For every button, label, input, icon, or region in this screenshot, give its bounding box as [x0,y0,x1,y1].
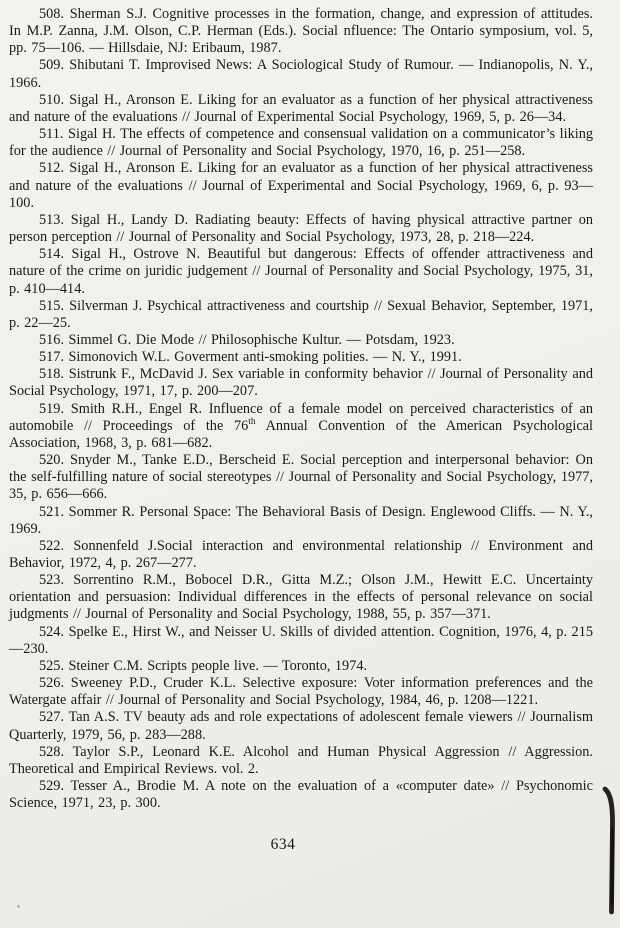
reference-text: Shibutani T. Improvised News: A Sociological Study of Rumour. — Indianopolis, N. Y., 1966. [9,57,593,91]
reference-list [9,6,593,812]
reference-entry [9,366,593,400]
reference-text: Snyder M., Tanke E.D., Berscheid E. Social perception and interpersonal behavior: On the self-fulfilling nature of social stereotypes // Journal of Personality and Social Psychology, 1977, 35, p. 656—666. [9,452,593,503]
reference-entry [9,624,593,658]
reference-entry [9,332,593,349]
reference-number: 518. [39,366,65,383]
reference-number: 521. [39,503,65,520]
reference-text: Sweeney P.D., Cruder K.L. Selective exposure: Voter information preferences and the Watergate affair // Journal of Personality and Social Psychology, 1984, 46, p. 1208—1221. [9,675,593,709]
reference-entry [9,538,593,572]
reference-text: Taylor S.P., Leonard K.E. Alcohol and Human Physical Aggression // Aggression. Theoretical and Empirical Reviews. vol. 2. [9,743,593,777]
reference-entry [9,298,593,332]
reference-text: Sigal H., Aronson E. Liking for an evaluator as a function of her physical attractiveness and nature of the evaluations // Journal of Experimental Social Psychology, 1969, 5, p. 26—34. [9,91,593,125]
reference-entry [9,246,593,297]
reference-text: Sorrentino R.M., Bobocel D.R., Gitta M.Z.; Olson J.M., Hewitt E.C. Uncertainty orientation and persuasion: Individual differences in the effects of personal relevance on social judgments // Journal of Personality and Social Psychology, 1988, 55, p. 357—371. [9,572,594,623]
reference-number: 514. [39,246,65,263]
reference-text: Sonnenfeld J.Social interaction and environmental relationship // Environment and Behavior, 1972, 4, p. 267—277. [9,537,593,571]
reference-entry [9,452,593,503]
reference-entry [9,675,593,709]
reference-entry [9,504,593,538]
reference-text: Simmel G. Die Mode // Philosophische Kultur. — Potsdam, 1923. [68,331,455,348]
reference-entry [9,572,593,623]
reference-number: 526. [39,675,65,692]
page-number: 634 [270,836,296,853]
reference-number: 525. [39,657,65,674]
reference-entry [9,778,593,812]
reference-number: 528. [39,743,65,760]
reference-text: Sigal H., Ostrove N. Beautiful but dangerous: Effects of offender attractiveness and nature of the crime on juridic judgement // Journal of Personality and Social Psychology, 1975, 31, p. 410—414. [9,246,593,297]
reference-text: Silverman J. Psychical attractiveness and courtship // Sexual Behavior, September, 1971, p. 22—25. [9,297,594,331]
reference-number: 529. [39,778,65,795]
reference-number: 516. [39,331,65,348]
reference-text: Tan A.S. TV beauty ads and role expectations of adolescent female viewers // Journalism Quarterly, 1979, 56, p. 283—288. [9,709,593,743]
reference-number: 508. [39,6,65,22]
reference-text: Simonovich W.L. Goverment anti-smoking polities. — N. Y., 1991. [68,349,462,366]
reference-entry [9,658,593,675]
reference-text: Sommer R. Personal Space: The Behavioral Basis of Design. Englewood Cliffs. — N. Y., 1969. [9,503,594,537]
reference-text: Sigal H. The effects of competence and consensual validation on a communicator’s liking for the audience // Journal of Personality and Social Psychology, 1970, 16, p. 251—258. [9,126,593,160]
reference-entry [9,160,593,211]
reference-entry [9,57,593,91]
reference-entry [9,744,593,778]
reference-entry [9,92,593,126]
reference-number: 527. [39,709,65,726]
reference-number: 512. [39,160,65,177]
reference-text: Sistrunk F., McDavid J. Sex variable in conformity behavior // Journal of Personality and Social Psychology, 1971, 17, p. 200—207. [9,366,593,400]
reference-number: 509. [39,57,65,74]
reference-entry [9,401,593,452]
reference-text: Steiner C.M. Scripts people live. — Toronto, 1974. [68,657,368,674]
reference-text: Sigal H., Landy D. Radiating beauty: Effects of having physical attractive partner on person perception // Journal of Personality and Social Psychology, 1973, 28, p. 218—224. [9,211,594,246]
reference-number: 515. [39,297,65,314]
reference-entry [9,349,593,366]
reference-number: 513. [39,211,65,228]
reference-text: Tesser A., Brodie M. A note on the evaluation of a «computer date» // Psychonomic Science, 1971, 23, p. 300. [9,778,593,812]
reference-number: 517. [39,349,65,366]
reference-text: Spelke E., Hirst W., and Neisser U. Skills of divided attention. Cognition, 1976, 4, p. 215—230. [9,623,593,657]
reference-number: 523. [39,572,65,589]
reference-entry [9,709,593,743]
reference-text: Sigal H., Aronson E. Liking for an evaluator as a function of her physical attractiveness and nature of the evaluations // Journal of Experimental and Social Psychology, 1969, 6, p. 93—100. [9,160,593,211]
reference-entry [9,126,593,160]
reference-number: 511. [39,126,64,143]
reference-entry [9,212,593,246]
reference-number: 520. [39,452,65,469]
scan-speck [17,905,20,908]
reference-text: Smith R.H., Engel R. Influence of a female model on perceived characteristics of an automobile // Proceedings of the 76th Annual Convention of the American Psychological Association, 1968, 3, p. 681—682. [9,400,593,451]
reference-number: 510. [39,91,65,108]
reference-number: 522. [39,537,65,554]
reference-entry [9,6,593,57]
reference-number: 524. [39,623,65,640]
reference-number: 519. [39,400,65,417]
reference-text: Sherman S.J. Cognitive processes in the formation, change, and expression of attitudes. In M.P. Zanna, J.M. Olson, C.P. Herman (Eds.). Social nfluence: The Ontario symposium, vol. 5, pp. 75—106. — Hillsdaie, NJ: Eribaum, 1987. [9,6,593,57]
